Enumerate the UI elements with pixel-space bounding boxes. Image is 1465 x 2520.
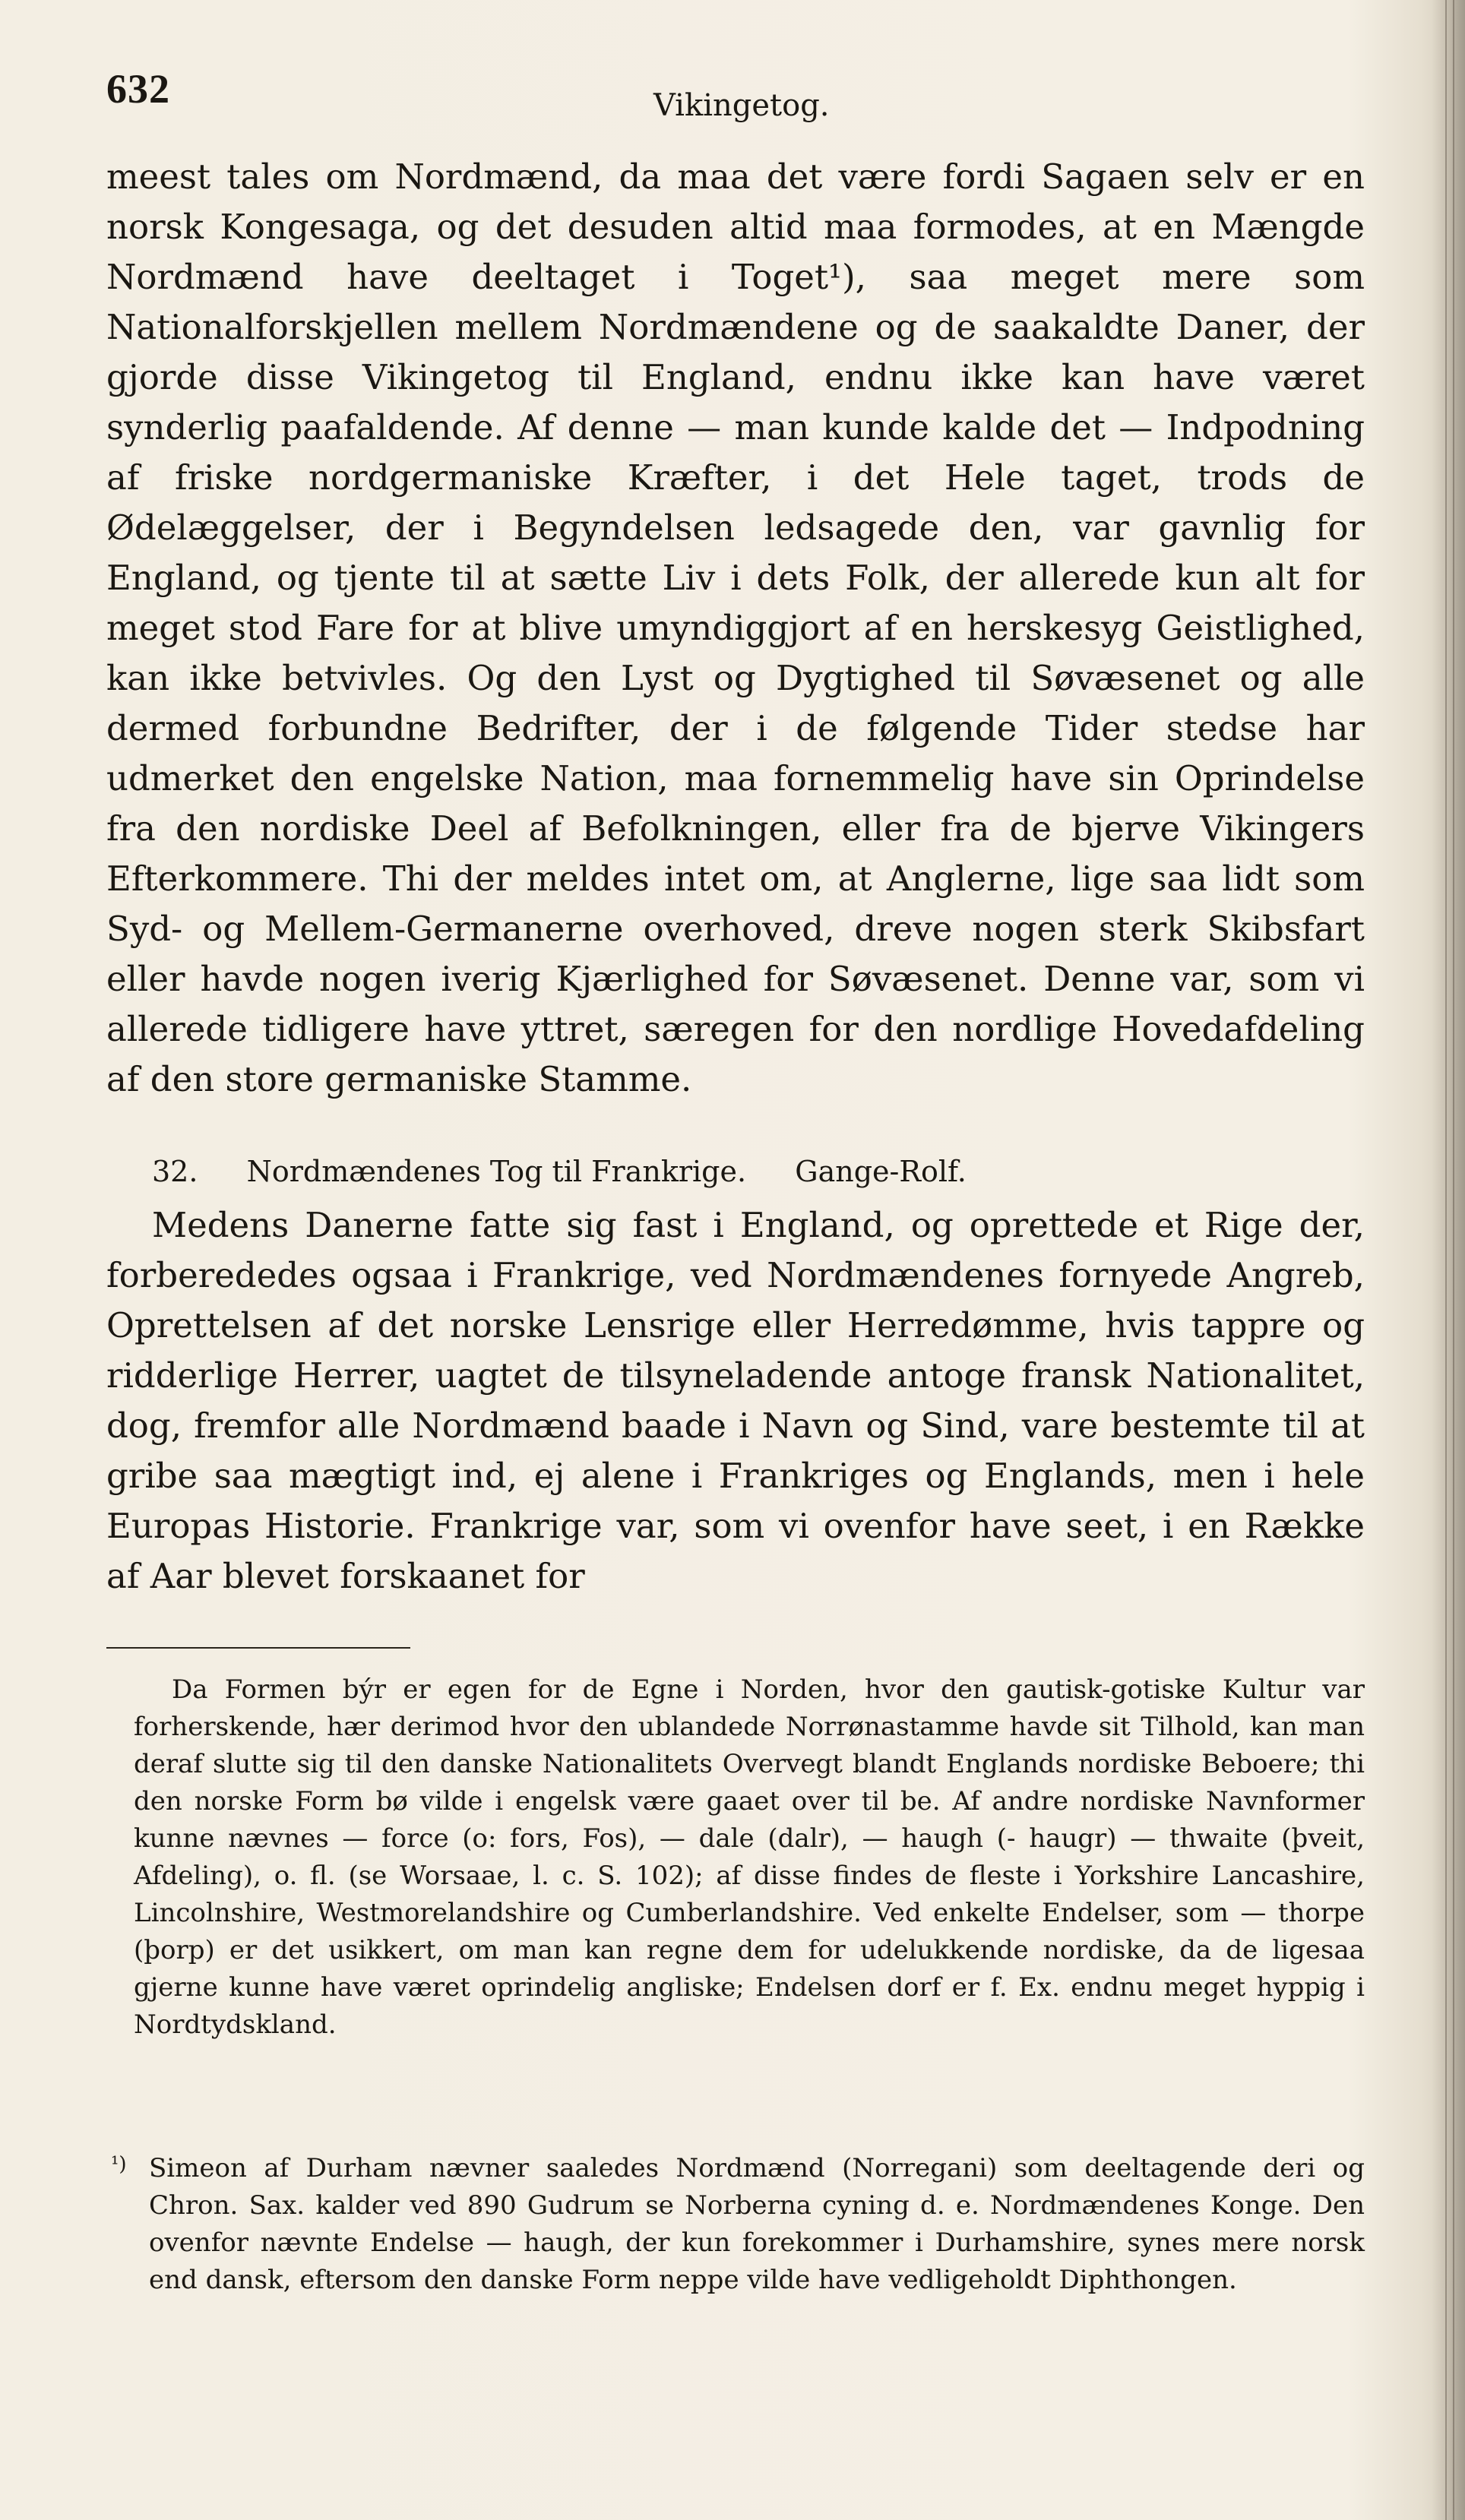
section-heading <box>152 1155 1292 1188</box>
section-number: 32. <box>152 1155 198 1188</box>
page-number: 632 <box>106 66 170 112</box>
page-edge-line <box>1453 0 1454 2520</box>
footnote-1: Simeon af Durham nævner saaledes Nordmænd (Norregani) som deeltagende deri og Chron. Sax. kalder ved 890 Gudrum se Norberna cyning d. e. Nordmændenes Konge. Den ovenfor nævnte Endelse — haugh, der kun forekommer i Durhamshire, synes mere norsk end dansk, eftersom den danske Form neppe vilde have vedligeholdt Diphthongen. <box>149 2153 1365 2295</box>
paragraph-section-32: Medens Danerne fatte sig fast i England, og oprettede et Rige der, forberededes ogsaa i Frankrige, ved Nordmændenes fornyede Angreb, Oprettelsen af det norske Lensrige eller Herredømme, hvis tappre og ridderlige Herrer, uagtet de tilsyneladende antoge fransk Nationalitet, dog, fremfor alle Nordmænd baade i Navn og Sind, vare bestemte til at gribe saa mægtigt ind, ej alene i Frankriges og Englands, men i hele Europas Historie. Frankrige var, som vi ovenfor have seet, i en Række af Aar blevet forskaanet for <box>106 1205 1365 1596</box>
footnote-unnumbered: Da Formen býr er egen for de Egne i Norden, hvor den gautisk-gotiske Kultur var forherskende, hær derimod hvor den ublandede Norrønastamme havde sit Tilhold, kan man deraf slutte sig til den danske Nationalitets Overvegt blandt Englands nordiske Beboere; thi den norske Form bø vilde i engelsk være gaaet over til be. Af andre nordiske Navnformer kunne nævnes — force (o: fors, Fos), — dale (dalr), — haugh (- haugr) — thwaite (þveit, Afdeling), o. fl. (se Worsaae, l. c. S. 102); af disse findes de fleste i Yorkshire Lancashire, Lincolnshire, Westmorelandshire og Cumberlandshire. Ved enkelte Endelser, som — thorpe (þorp) er det usikkert, om man kan regne dem for udelukkende nordiske, da de ligesaa gjerne kunne have været oprindelig angliske; Endelsen dorf er f. Ex. endnu meget hyppig i Nordtydskland. <box>134 1674 1365 2040</box>
section-subtitle: Gange-Rolf. <box>795 1155 967 1188</box>
page-edge-shadow <box>1432 0 1465 2520</box>
page-edge-line <box>1445 0 1447 2520</box>
footnote-rule <box>106 1647 410 1649</box>
footnote-marker: ¹) <box>111 2153 127 2176</box>
section-title: Nordmændenes Tog til Frankrige. <box>246 1155 747 1188</box>
running-head: Vikingetog. <box>653 88 830 123</box>
paragraph-continuation: meest tales om Nordmænd, da maa det være fordi Sagaen selv er en norsk Kongesaga, og det desuden altid maa formodes, at en Mængde Nordmænd have deeltaget i Toget¹), saa meget mere som Nationalforskjellen mellem Nordmændene og de saakaldte Daner, der gjorde disse Vikingetog til England, endnu ikke kan have været synderlig paafaldende. Af denne — man kunde kalde det — Indpodning af friske nordgermaniske Kræfter, i det Hele taget, trods de Ødelæggelser, der i Begyndelsen ledsagede den, var gavnlig for England, og tjente til at sætte Liv i dets Folk, der allerede kun alt for meget stod Fare for at blive umyndiggjort af en herskesyg Geistlighed, kan ikke betvivles. Og den Lyst og Dygtighed til Søvæsenet og alle dermed forbundne Bedrifter, der i de følgende Tider stedse har udmerket den engelske Nation, maa fornemmelig have sin Oprindelse fra den nordiske Deel af Befolkningen, eller fra de bjerve Vikingers Efterkommere. Thi der meldes intet om, at Anglerne, lige saa lidt som Syd- og Mellem-Germanerne overhoved, dreve nogen sterk Skibsfart eller havde nogen iverig Kjærlighed for Søvæsenet. Denne var, som vi allerede tidligere have yttret, særegen for den nordlige Hovedafdeling af den store germaniske Stamme. <box>106 157 1365 1099</box>
